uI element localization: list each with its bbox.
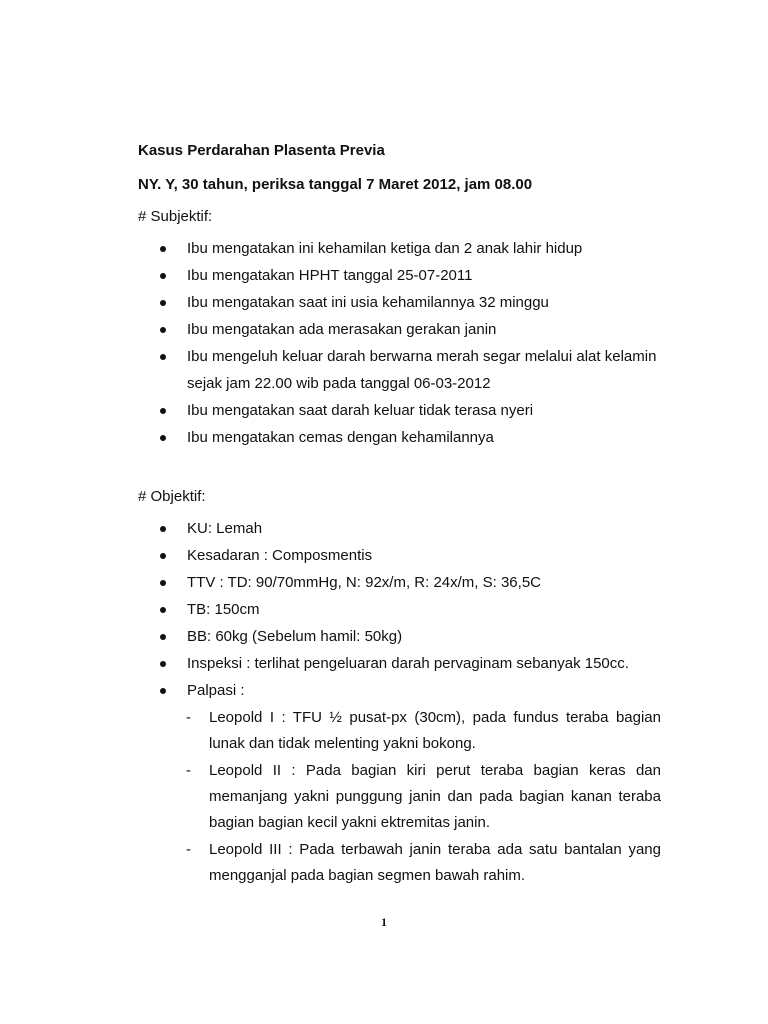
- page-number: 1: [381, 915, 387, 929]
- objektif-list: [0, 515, 629, 704]
- list-item: Ibu mengatakan cemas dengan kehamilannya: [0, 424, 656, 451]
- bullet-icon: [160, 300, 166, 306]
- bullet-icon: [160, 354, 166, 360]
- list-item: TTV : TD: 90/70mmHg, N: 92x/m, R: 24x/m, S: 36,5C: [0, 569, 629, 596]
- palpasi-list: [0, 705, 661, 889]
- list-item: - Leopold III : Pada terbawah janin teraba ada satu bantalan yang mengganjal pada bagian segmen bawah rahim.: [0, 837, 661, 889]
- list-item: Ibu mengatakan saat ini usia kehamilannya 32 minggu: [0, 289, 656, 316]
- bullet-icon: [160, 327, 166, 333]
- list-item: Inspeksi : terlihat pengeluaran darah pervaginam sebanyak 150cc.: [0, 650, 629, 677]
- bullet-icon: [160, 246, 166, 252]
- subjektif-list: [0, 235, 656, 451]
- list-item: BB: 60kg (Sebelum hamil: 50kg): [0, 623, 629, 650]
- list-item: TB: 150cm: [0, 596, 629, 623]
- bullet-icon: [160, 688, 166, 694]
- list-item: Ibu mengeluh keluar darah berwarna merah segar melalui alat kelamin sejak jam 22.00 wib pada tanggal 06-03-2012: [0, 343, 656, 397]
- list-item: Palpasi :: [0, 677, 629, 704]
- bullet-icon: [160, 435, 166, 441]
- bullet-icon: [160, 634, 166, 640]
- bullet-icon: [160, 607, 166, 613]
- dash-icon: -: [186, 762, 191, 779]
- bullet-icon: [160, 526, 166, 532]
- list-item: - Leopold II : Pada bagian kiri perut teraba bagian keras dan memanjang yakni punggung janin dan pada bagian kanan teraba bagian bagian kecil yakni ektremitas janin.: [0, 758, 661, 836]
- patient-info-line: NY. Y, 30 tahun, periksa tanggal 7 Maret 2012, jam 08.00: [138, 176, 533, 193]
- bullet-icon: [160, 661, 166, 667]
- document-title: Kasus Perdarahan Plasenta Previa: [138, 142, 385, 159]
- list-item: Ibu mengatakan HPHT tanggal 25-07-2011: [0, 262, 656, 289]
- subjektif-heading: # Subjektif:: [138, 208, 213, 225]
- list-item: Kesadaran : Composmentis: [0, 542, 629, 569]
- list-item: KU: Lemah: [0, 515, 629, 542]
- bullet-icon: [160, 553, 166, 559]
- bullet-icon: [160, 580, 166, 586]
- list-item: - Leopold I : TFU ½ pusat-px (30cm), pada fundus teraba bagian lunak dan tidak melenting yakni bokong.: [0, 705, 661, 757]
- dash-icon: -: [186, 709, 191, 726]
- list-item: Ibu mengatakan ini kehamilan ketiga dan 2 anak lahir hidup: [0, 235, 656, 262]
- bullet-icon: [160, 273, 166, 279]
- objektif-heading: # Objektif:: [138, 488, 206, 505]
- dash-icon: -: [186, 841, 191, 858]
- list-item: Ibu mengatakan saat darah keluar tidak terasa nyeri: [0, 397, 656, 424]
- list-item: Ibu mengatakan ada merasakan gerakan janin: [0, 316, 656, 343]
- bullet-icon: [160, 408, 166, 414]
